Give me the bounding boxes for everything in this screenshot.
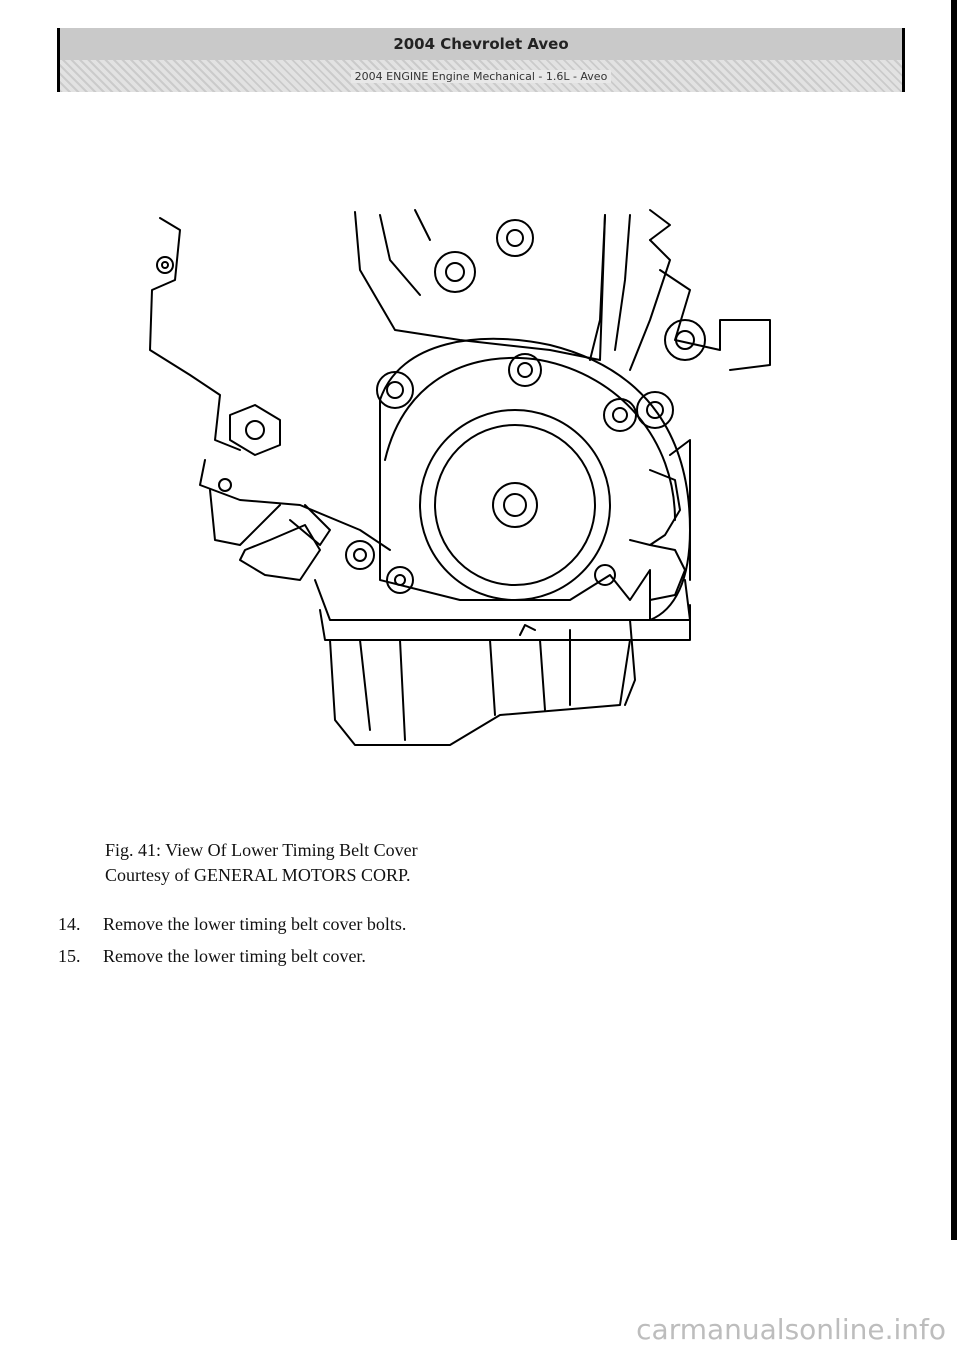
document-header: [57, 28, 905, 92]
step-number: 15.: [58, 946, 81, 966]
vehicle-title: 2004 Chevrolet Aveo: [393, 35, 569, 53]
site-watermark: carmanualsonline.info: [636, 1313, 946, 1346]
figure-caption: [105, 838, 418, 888]
header-title-bar: [60, 28, 902, 60]
procedure-step: [58, 908, 406, 940]
step-number: 14.: [58, 914, 81, 934]
procedure-step: [58, 940, 406, 972]
page-border-rule: [951, 0, 957, 1240]
step-text: Remove the lower timing belt cover bolts.: [103, 914, 407, 934]
header-subtitle-bar: [60, 60, 902, 92]
procedure-steps: [58, 908, 406, 972]
caption-credit: Courtesy of GENERAL MOTORS CORP.: [105, 865, 411, 885]
caption-title: Fig. 41: View Of Lower Timing Belt Cover: [105, 840, 418, 860]
lower-timing-belt-cover-illustration: [130, 200, 790, 780]
step-text: Remove the lower timing belt cover.: [103, 946, 366, 966]
section-subtitle: 2004 ENGINE Engine Mechanical - 1.6L - Aveo: [351, 70, 612, 83]
